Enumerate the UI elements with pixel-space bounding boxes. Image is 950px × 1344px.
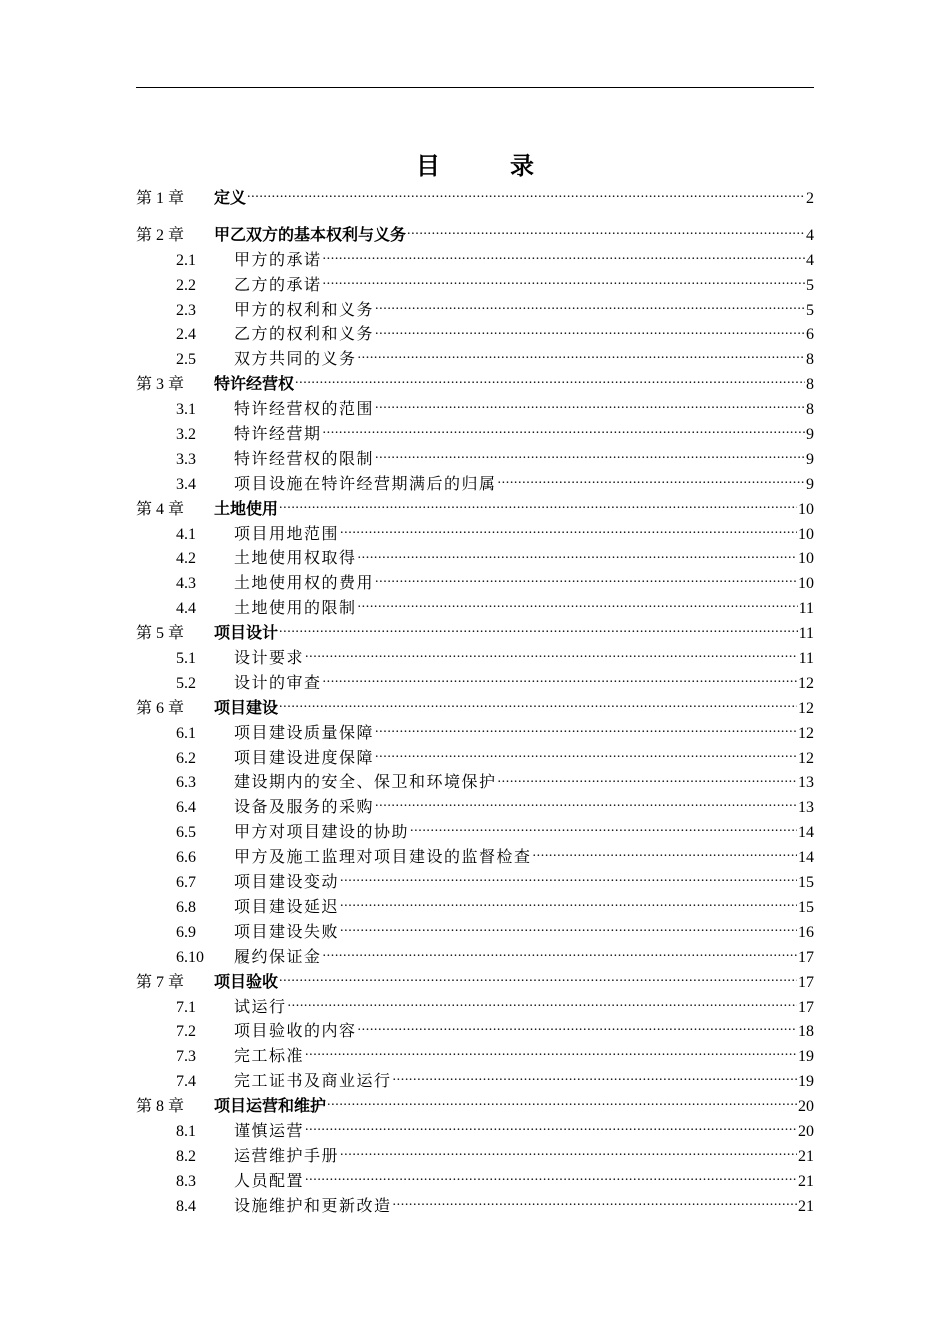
toc-entry-page-number: 11 [798,600,814,618]
toc-entry-label: 设计的审查 [234,674,322,692]
toc-entry-label: 乙方的权利和义务 [234,326,375,344]
toc-chapter-entry[interactable] [136,224,814,249]
toc-dot-leader [498,473,805,489]
toc-entry-label: 甲方及施工监理对项目建设的监督检查 [234,849,532,867]
toc-section-entry[interactable] [136,821,814,846]
toc-entry-label: 项目建设进度保障 [234,749,375,767]
toc-entry-label: 双方共同的义务 [234,351,357,369]
toc-dot-leader [533,846,797,862]
toc-section-entry[interactable] [136,448,814,473]
toc-section-entry[interactable] [136,1145,814,1170]
toc-section-entry[interactable] [136,946,814,971]
toc-section-entry[interactable] [136,771,814,796]
toc-entry-page-number: 18 [798,1023,814,1041]
toc-entry-number: 3.2 [176,426,196,444]
toc-entry-page-number: 11 [798,650,814,668]
toc-dot-leader [279,697,797,713]
toc-dot-leader [375,722,797,738]
toc-entry-page-number: 21 [798,1147,814,1165]
toc-entry-number: 8.3 [176,1172,196,1190]
toc-entry-label: 土地使用 [214,500,279,518]
toc-section-entry[interactable] [136,348,814,373]
toc-section-entry[interactable] [136,921,814,946]
toc-section-entry[interactable] [136,249,814,274]
toc-entry-label: 项目设施在特许经营期满后的归属 [234,475,497,493]
toc-entry-page-number: 21 [798,1197,814,1215]
toc-entry-page-number: 14 [798,849,814,867]
toc-dot-leader [407,224,805,240]
toc-entry-page-number: 19 [798,1048,814,1066]
toc-entry-number: 第 3 章 [136,376,185,394]
table-of-contents [136,187,814,1220]
toc-entry-page-number: 5 [806,301,814,319]
toc-dot-leader [358,348,805,364]
toc-entry-page-number: 20 [798,1098,814,1116]
toc-entry-page-number: 17 [798,973,814,991]
toc-entry-label: 完工标准 [234,1048,305,1066]
toc-entry-label: 谨慎运营 [234,1122,305,1140]
toc-entry-label: 土地使用权的费用 [234,575,375,593]
toc-dot-leader [340,1145,797,1161]
toc-chapter-entry[interactable] [136,373,814,398]
toc-entry-label: 项目建设 [214,699,279,717]
toc-entry-page-number: 12 [798,749,814,767]
toc-dot-leader [323,672,797,688]
toc-section-entry[interactable] [136,647,814,672]
toc-entry-page-number: 9 [806,450,814,468]
toc-entry-label: 设施维护和更新改造 [234,1197,392,1215]
toc-chapter-entry[interactable] [136,697,814,722]
toc-entry-number: 第 2 章 [136,226,185,244]
toc-entry-number: 第 8 章 [136,1098,185,1116]
toc-entry-label: 项目建设延迟 [234,898,340,916]
toc-entry-number: 第 4 章 [136,500,185,518]
toc-entry-number: 第 1 章 [136,190,185,207]
toc-entry-number: 6.9 [176,923,196,941]
toc-section-entry[interactable] [136,323,814,348]
toc-entry-number: 2.5 [176,351,196,369]
toc-section-entry[interactable] [136,1045,814,1070]
toc-dot-leader [305,647,798,663]
toc-section-entry[interactable] [136,1020,814,1045]
toc-dot-leader [279,971,797,987]
toc-entry-number: 4.4 [176,600,196,618]
toc-entry-number: 6.8 [176,898,196,916]
toc-section-entry[interactable] [136,547,814,572]
toc-entry-page-number: 10 [798,500,814,518]
header-rule [136,87,814,88]
toc-entry-page-number: 12 [798,674,814,692]
toc-entry-number: 3.4 [176,475,196,493]
toc-chapter-entry[interactable] [136,1095,814,1120]
toc-section-entry[interactable] [136,1170,814,1195]
toc-entry-number: 7.4 [176,1073,196,1091]
toc-entry-number: 第 7 章 [136,973,185,991]
toc-entry-number: 4.3 [176,575,196,593]
toc-section-entry[interactable] [136,846,814,871]
toc-dot-leader [375,323,805,339]
toc-dot-leader [340,871,797,887]
toc-entry-page-number: 14 [798,824,814,842]
toc-entry-page-number: 6 [806,326,814,344]
toc-entry-page-number: 15 [798,874,814,892]
toc-entry-page-number: 8 [806,376,814,394]
toc-entry-label: 乙方的承诺 [234,276,322,294]
toc-dot-leader [375,448,805,464]
toc-entry-label: 甲乙双方的基本权利与义务 [214,226,407,244]
toc-entry-number: 第 5 章 [136,625,185,643]
toc-entry-number: 6.7 [176,874,196,892]
toc-entry-number: 8.1 [176,1122,196,1140]
toc-dot-leader [375,398,805,414]
toc-entry-label: 特许经营权的限制 [234,450,375,468]
toc-dot-leader [340,921,797,937]
toc-entry-label: 甲方的权利和义务 [234,301,375,319]
toc-entry-label: 项目验收的内容 [234,1023,357,1041]
toc-entry-number: 3.3 [176,450,196,468]
toc-section-entry[interactable] [136,423,814,448]
toc-entry-label: 履约保证金 [234,948,322,966]
toc-entry-number: 6.1 [176,724,196,742]
toc-dot-leader [305,1170,797,1186]
toc-dot-leader [327,1095,797,1111]
toc-section-entry[interactable] [136,896,814,921]
toc-entry-label: 运营维护手册 [234,1147,340,1165]
toc-chapter-entry[interactable] [136,622,814,647]
toc-dot-leader [393,1195,797,1211]
toc-entry-page-number: 10 [798,525,814,543]
toc-dot-leader [323,423,805,439]
toc-dot-leader [305,1045,797,1061]
toc-section-entry[interactable] [136,1195,814,1220]
toc-dot-leader [410,821,797,837]
toc-dot-leader [279,622,798,638]
toc-dot-leader [375,572,797,588]
toc-entry-page-number: 21 [798,1172,814,1190]
toc-entry-number: 7.3 [176,1048,196,1066]
toc-entry-label: 建设期内的安全、保卫和环境保护 [234,774,497,792]
toc-entry-number: 8.2 [176,1147,196,1165]
toc-entry-label: 定义 [214,190,247,207]
toc-section-entry[interactable] [136,523,814,548]
toc-entry-label: 土地使用权取得 [234,550,357,568]
toc-entry-page-number: 17 [798,948,814,966]
toc-entry-number: 4.1 [176,525,196,543]
toc-entry-label: 土地使用的限制 [234,600,357,618]
toc-entry-number: 7.1 [176,998,196,1016]
toc-entry-number: 6.6 [176,849,196,867]
toc-entry-number: 6.10 [176,948,204,966]
toc-entry-label: 试运行 [234,998,287,1016]
toc-dot-leader [323,249,805,265]
toc-section-entry[interactable] [136,796,814,821]
toc-entry-label: 甲方对项目建设的协助 [234,824,410,842]
toc-entry-number: 4.2 [176,550,196,568]
toc-entry-page-number: 9 [806,475,814,493]
toc-section-entry[interactable] [136,672,814,697]
toc-entry-number: 8.4 [176,1197,196,1215]
toc-dot-leader [305,1120,797,1136]
toc-entry-number: 6.3 [176,774,196,792]
toc-dot-leader [295,373,805,389]
toc-entry-label: 甲方的承诺 [234,251,322,269]
toc-entry-page-number: 13 [798,799,814,817]
toc-entry-page-number: 16 [798,923,814,941]
toc-dot-leader [288,996,797,1012]
toc-entry-page-number: 8 [806,401,814,419]
toc-entry-label: 设备及服务的采购 [234,799,375,817]
toc-entry-number: 2.3 [176,301,196,319]
toc-section-entry[interactable] [136,722,814,747]
toc-dot-leader [375,796,797,812]
toc-entry-page-number: 19 [798,1073,814,1091]
toc-chapter-entry[interactable] [136,498,814,523]
toc-entry-number: 6.2 [176,749,196,767]
page-title: 目 录 [416,154,566,180]
toc-section-entry[interactable] [136,871,814,896]
toc-entry-number: 6.5 [176,824,196,842]
toc-dot-leader [393,1070,797,1086]
toc-entry-number: 2.2 [176,276,196,294]
toc-entry-label: 项目运营和维护 [214,1098,327,1116]
toc-entry-label: 项目建设质量保障 [234,724,375,742]
toc-entry-number: 5.2 [176,674,196,692]
toc-entry-page-number: 10 [798,575,814,593]
toc-entry-page-number: 2 [806,190,814,207]
toc-entry-page-number: 8 [806,351,814,369]
toc-section-entry[interactable] [136,274,814,299]
toc-entry-page-number: 12 [798,699,814,717]
toc-entry-label: 项目建设变动 [234,874,340,892]
toc-entry-label: 完工证书及商业运行 [234,1073,392,1091]
toc-section-entry[interactable] [136,398,814,423]
toc-section-entry[interactable] [136,597,814,622]
toc-entry-number: 6.4 [176,799,196,817]
toc-entry-page-number: 13 [798,774,814,792]
toc-entry-number: 第 6 章 [136,699,185,717]
toc-entry-page-number: 4 [806,251,814,269]
toc-entry-number: 2.1 [176,251,196,269]
toc-section-entry[interactable] [136,747,814,772]
toc-entry-page-number: 4 [806,226,814,244]
toc-dot-leader [323,274,805,290]
toc-entry-page-number: 10 [798,550,814,568]
toc-chapter-entry[interactable] [136,187,814,212]
toc-entry-label: 项目建设失败 [234,923,340,941]
toc-entry-page-number: 11 [798,625,814,643]
toc-dot-leader [358,597,798,613]
toc-entry-label: 特许经营权的范围 [234,401,375,419]
toc-entry-number: 7.2 [176,1023,196,1041]
toc-entry-label: 特许经营期 [234,426,322,444]
toc-entry-label: 设计要求 [234,650,305,668]
toc-section-entry[interactable] [136,299,814,324]
toc-section-entry[interactable] [136,1070,814,1095]
toc-entry-label: 人员配置 [234,1172,305,1190]
toc-section-entry[interactable] [136,473,814,498]
toc-entry-page-number: 17 [798,998,814,1016]
toc-dot-leader [358,1020,797,1036]
toc-entry-label: 项目设计 [214,625,279,643]
toc-entry-number: 3.1 [176,401,196,419]
toc-dot-leader [358,547,797,563]
toc-section-entry[interactable] [136,996,814,1021]
toc-entry-page-number: 15 [798,898,814,916]
toc-entry-label: 项目验收 [214,973,279,991]
toc-dot-leader [279,498,797,514]
toc-dot-leader [498,771,797,787]
toc-section-entry[interactable] [136,1120,814,1145]
toc-dot-leader [323,946,797,962]
toc-entry-page-number: 5 [806,276,814,294]
toc-dot-leader [340,896,797,912]
toc-dot-leader [247,187,805,203]
toc-entry-page-number: 12 [798,724,814,742]
toc-dot-leader [375,299,805,315]
toc-entry-label: 项目用地范围 [234,525,340,543]
toc-entry-number: 2.4 [176,326,196,344]
toc-entry-label: 特许经营权 [214,376,295,394]
toc-section-entry[interactable] [136,572,814,597]
toc-entry-number: 5.1 [176,650,196,668]
toc-entry-page-number: 9 [806,426,814,444]
toc-entry-page-number: 20 [798,1122,814,1140]
toc-dot-leader [340,523,797,539]
toc-dot-leader [375,747,797,763]
toc-chapter-entry[interactable] [136,971,814,996]
